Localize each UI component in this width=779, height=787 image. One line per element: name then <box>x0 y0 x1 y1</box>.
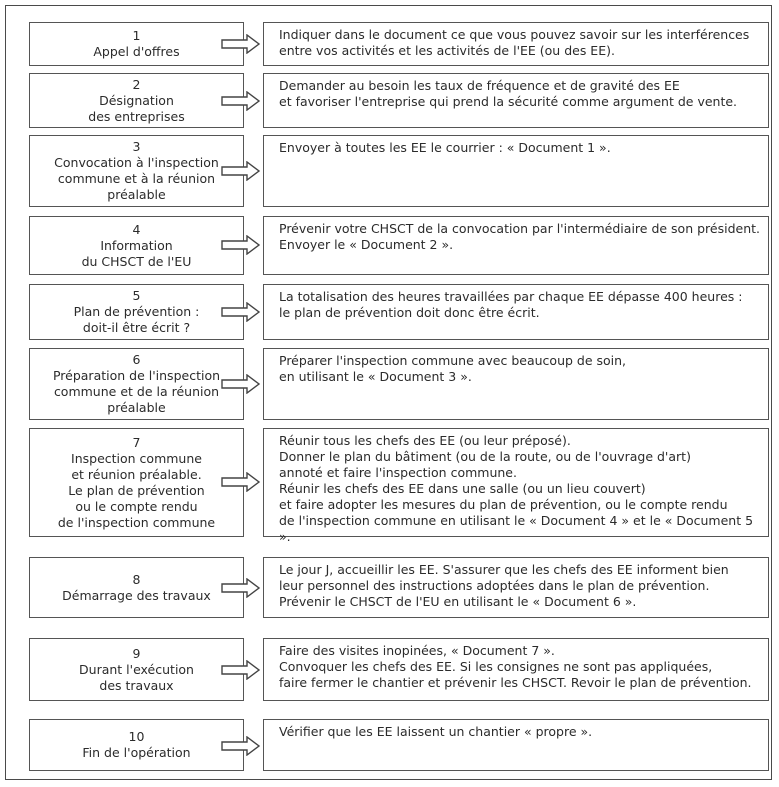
right-arrow-icon <box>221 235 261 255</box>
step-box-3 <box>29 135 244 207</box>
right-arrow-icon <box>221 578 261 598</box>
step-description-3: Envoyer à toutes les EE le courrier : « Document 1 ». <box>263 135 769 207</box>
step-number: 2 <box>132 76 141 92</box>
step-label: Appel d'offres <box>93 44 180 59</box>
step-number: 5 <box>132 288 141 303</box>
step-label: Inspection commune et réunion préalable. Le plan de prévention ou le compte rendu de l'inspection commune <box>57 450 216 530</box>
step-box-9 <box>29 638 244 701</box>
step-number: 4 <box>132 221 141 237</box>
step-label: Fin de l'opération <box>82 745 191 760</box>
step-label: Désignation des entreprises <box>88 92 185 124</box>
step-label: Démarrage des travaux <box>62 587 211 603</box>
step-box-2 <box>29 73 244 128</box>
step-number: 3 <box>132 139 141 154</box>
right-arrow-icon <box>221 736 261 756</box>
right-arrow-icon <box>221 374 261 394</box>
step-description-6: Préparer l'inspection commune avec beaucoup de soin, en utilisant le « Document 3 ». <box>263 348 769 420</box>
right-arrow-icon <box>221 302 261 322</box>
step-description-10: Vérifier que les EE laissent un chantier « propre ». <box>263 719 769 771</box>
step-label: Préparation de l'inspection commune et de la réunion préalable <box>52 368 221 415</box>
step-box-4 <box>29 216 244 275</box>
right-arrow-icon <box>221 161 261 181</box>
step-description-9: Faire des visites inopinées, « Document 7 ». Convoquer les chefs des EE. Si les consignes ne sont pas appliquées, faire fermer le chantier et prévenir les CHSCT. Revoir le plan de prévention. <box>263 638 769 701</box>
step-number: 6 <box>132 352 141 367</box>
step-number: 7 <box>132 434 141 450</box>
step-box-6 <box>29 348 244 420</box>
step-description-7: Réunir tous les chefs des EE (ou leur préposé). Donner le plan du bâtiment (ou de la route, ou de l'ouvrage d'art) annoté et faire l'inspection commune. Réunir les chefs des EE dans une salle (ou un lieu couvert) et faire adopter les mesures du plan de prévention, ou le compte rendu de l'inspection commune en utilisant le « Document 4 » et le « Document 5 ». <box>263 428 769 537</box>
step-label: Durant l'exécution des travaux <box>79 661 194 693</box>
step-box-10 <box>29 719 244 771</box>
right-arrow-icon <box>221 660 261 680</box>
step-label: Information du CHSCT de l'EU <box>81 237 192 269</box>
step-number: 10 <box>128 729 145 744</box>
right-arrow-icon <box>221 472 261 492</box>
step-box-8 <box>29 557 244 618</box>
step-description-4: Prévenir votre CHSCT de la convocation par l'intermédiaire de son président. Envoyer le « Document 2 ». <box>263 216 769 275</box>
step-description-8: Le jour J, accueillir les EE. S'assurer que les chefs des EE informent bien leur personnel des instructions adoptées dans le plan de prévention. Prévenir le CHSCT de l'EU en utilisant le « Document 6 ». <box>263 557 769 618</box>
step-label: Plan de prévention : doit-il être écrit ? <box>73 304 200 335</box>
step-box-5 <box>29 284 244 340</box>
step-box-1 <box>29 22 244 66</box>
step-description-2: Demander au besoin les taux de fréquence et de gravité des EE et favoriser l'entreprise qui prend la sécurité comme argument de vente. <box>263 73 769 128</box>
step-description-1: Indiquer dans le document ce que vous pouvez savoir sur les interférences entre vos activités et les activités de l'EE (ou des EE). <box>263 22 769 66</box>
right-arrow-icon <box>221 34 261 54</box>
step-description-5: La totalisation des heures travaillées par chaque EE dépasse 400 heures : le plan de prévention doit donc être écrit. <box>263 284 769 340</box>
step-box-7 <box>29 428 244 537</box>
step-number: 8 <box>132 571 141 587</box>
step-number: 1 <box>132 28 141 43</box>
step-label: Convocation à l'inspection commune et à la réunion préalable <box>54 155 219 202</box>
right-arrow-icon <box>221 91 261 111</box>
step-number: 9 <box>132 645 141 661</box>
